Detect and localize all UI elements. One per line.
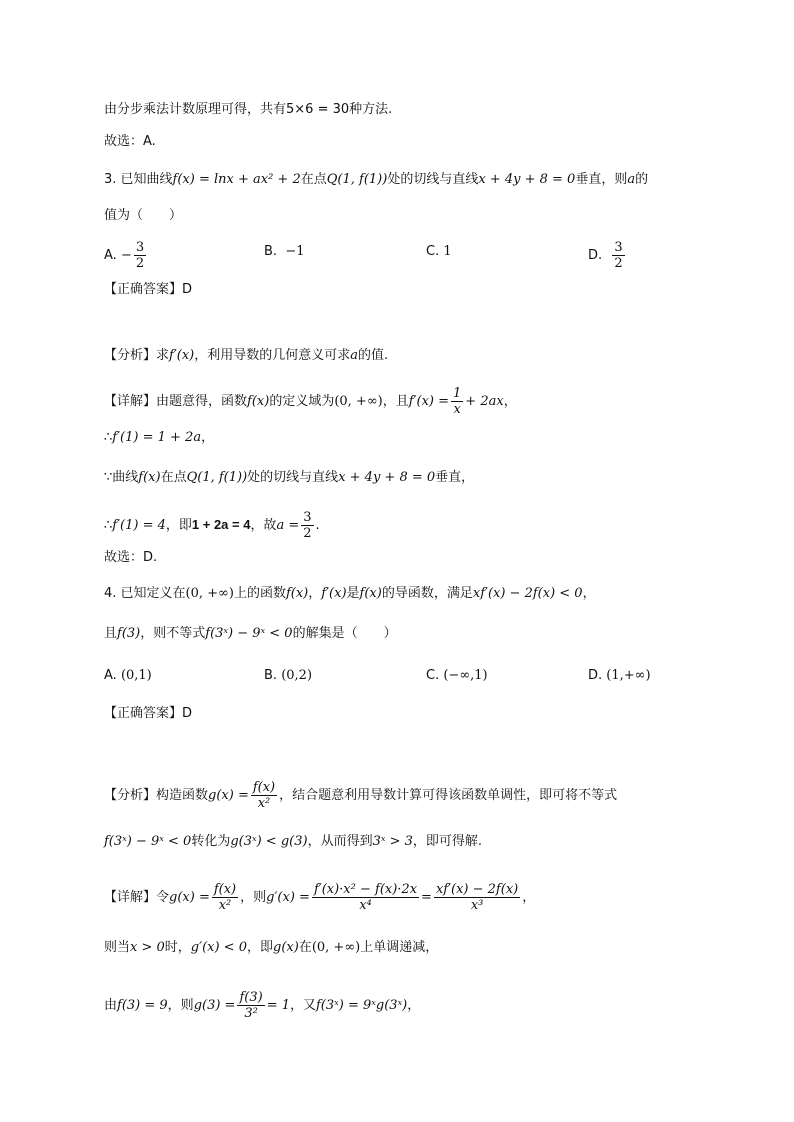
text: 在点 [160,470,187,485]
option-label: C. [426,244,440,259]
math: xf′(x) − 2f(x) < 0 [472,586,583,601]
text: 时， [164,940,191,955]
math: x > 0 [130,940,165,955]
option-label: D. [588,668,603,683]
math: g(3) = [193,998,236,1013]
math: Q(1, f(1)) [186,470,248,485]
analysis-line [104,780,617,811]
fraction [237,990,264,1021]
detail-line: 【详解】由题意得，函数f(x)的定义域为(0, +∞)，且f′(x) = $\frac{1}{x}$ + 2ax， [104,386,517,417]
fraction [212,882,238,913]
math: f′(x) = [408,394,450,409]
option-a [104,240,148,271]
math: g′(x) < 0 [190,940,247,955]
text: ，则不等式 [140,626,206,641]
text: 由分步乘法计数原理可得，共有5×6 = 30种方法. [104,102,393,117]
text: 在 [298,940,312,955]
option-b [264,666,312,686]
option-value: 1 [443,244,452,259]
math: + 2ax [465,394,504,409]
text: 【正确答案】D [104,706,193,721]
text: ，即 [165,518,192,533]
text: ∵曲线 [104,470,139,485]
numerator: f(x) [252,780,276,795]
option-d [588,240,627,271]
math: (0, +∞) [185,586,234,601]
numerator: 3 [614,240,623,255]
option-b [264,242,305,262]
math: f(x) = lnx + ax² + 2 [172,172,301,187]
math: f(x) [285,586,309,601]
text: ，从而得到 [307,834,373,849]
text: ，且 [382,394,409,409]
text: 【分析】构造函数 [104,788,209,803]
math: f(x) [247,394,270,409]
numerator: f(3) [239,990,263,1005]
option-label: A. [104,248,117,263]
text: 则当 [104,940,131,955]
text: ，则 [240,890,267,905]
math: Q(1, f(1)) [326,172,388,187]
math: f(3ˣ) − 9ˣ < 0 [205,626,293,641]
text: ，利用导数的几何意义可求 [194,348,351,363]
question-4: 4. 已知定义在(0, +∞)上的函数f(x)，f′(x)是f(x)的导函数，满足xf′(x) − 2f(x) < 0， [104,586,596,601]
numerator: f(x) [213,882,237,897]
math: = 1 [266,998,290,1013]
text: ，结合题意利用导数计算可得该函数单调性，即可将不等式 [279,788,618,803]
text: ，故 [250,518,277,533]
text-line [104,468,474,488]
math: f(3ˣ) = 9ˣg(3ˣ) [316,998,408,1013]
option-label: A. [104,668,117,683]
math: a = [276,518,300,533]
text: 故选：A. [104,134,156,149]
text: ， [407,998,421,1013]
text: ，即可得解. [412,834,483,849]
text: 垂直， [435,470,475,485]
text: 是 [346,586,360,601]
denominator: x² [218,898,232,913]
option-d [588,666,651,686]
math: f(3) = 9 [117,998,168,1013]
text: ，即 [246,940,273,955]
text: ，又 [289,998,316,1013]
option-a [104,666,152,686]
numerator: 1 [453,386,462,401]
math: f(3) [117,626,141,641]
fraction [312,882,419,913]
fraction [251,780,277,811]
numerator: 3 [303,510,312,525]
question-3 [104,170,648,190]
fraction [451,386,463,417]
text-line: ∴f′(1) = 1 + 2a， [104,430,215,445]
fraction [134,240,146,271]
option-label: C. [426,668,440,683]
text: 的导函数，满足 [381,586,473,601]
denominator: 3² [244,1006,258,1021]
text-line [104,548,157,568]
math: f′(x) [321,586,347,601]
denominator: x [453,402,461,417]
text: 【分析】求 [104,348,170,363]
fraction [301,510,313,541]
text-line [104,132,156,152]
text: 的解集是（ ） [292,626,397,641]
text: 转化为 [191,834,231,849]
text: 【详解】由题意得，函数 [104,394,248,409]
option-label: B. [264,668,278,683]
text: 处的切线与直线 [247,470,339,485]
text: 故选：D. [104,550,158,565]
text: 【正确答案】D [104,282,193,297]
math: f(3ˣ) − 9ˣ < 0 [104,834,192,849]
option-label: B. [264,244,278,259]
text: 的 [635,172,649,187]
text-line [104,206,182,226]
numerator: xf′(x) − 2f(x) [435,882,519,897]
math: f′(x) [169,348,195,363]
math: a [350,348,359,363]
text-line [104,832,482,852]
option-value: (0,2) [281,668,313,683]
text: 垂直，则 [575,172,628,187]
text: 4. 已知定义在 [104,586,186,601]
option-label: D. [588,248,603,263]
text-line: ∴f′(1) = 4，即1 + 2a = 4，故a = $\frac{3}{2}$ . [104,510,320,541]
math: g′(x) = [266,890,310,905]
text: ， [522,890,536,905]
text: 值为（ ） [104,208,183,223]
text: 的值. [358,348,389,363]
option-value: (1,+∞) [606,668,651,683]
fraction [434,882,520,913]
option-c [426,666,488,686]
text: 由 [104,998,118,1013]
text-line [104,990,420,1021]
text-line [104,624,397,644]
math: f′(1) = 4 [112,518,166,533]
math: g(3ˣ) < g(3) [230,834,308,849]
math: g(x) = [208,788,249,803]
numerator: 3 [135,240,145,255]
option-c [426,242,452,262]
analysis-line [104,346,388,366]
text: ∴ [104,430,113,445]
math: 3ˣ > 3 [372,834,413,849]
math: (0, +∞) [334,394,383,409]
text: 且 [104,626,118,641]
text: 处的切线与直线 [387,172,479,187]
math: x + 4y + 8 = 0 [478,172,576,187]
math: f(x) [138,470,161,485]
math: g(x) = [169,890,210,905]
fraction [612,240,624,271]
math: (0, +∞) [311,940,361,955]
denominator: 2 [614,256,623,271]
math: f′(1) = 1 + 2a [112,430,202,445]
math: f(x) [359,586,382,601]
text: 在点 [300,172,327,187]
answer-line [104,280,192,300]
denominator: x³ [470,898,484,913]
text: ， [308,586,322,601]
numerator: f′(x)·x² − f(x)·2x [313,882,418,897]
math: x + 4y + 8 = 0 [338,470,436,485]
math: g(x) [273,940,299,955]
denominator: 2 [135,256,145,271]
text: ，则 [167,998,194,1013]
text-line [104,938,438,958]
detail-line [104,882,535,913]
option-value: (0,1) [120,668,152,683]
math-bold: 1 + 2a = 4 [191,517,251,532]
denominator: 2 [303,526,312,541]
text: 上的函数 [233,586,286,601]
text: 3. 已知曲线 [104,172,173,187]
text-line [104,100,392,120]
answer-line [104,704,192,724]
text: 的定义域为 [269,394,335,409]
math: a [627,172,636,187]
text: ∴ [104,518,113,533]
option-value: (−∞,1) [443,668,488,683]
option-value: −1 [285,244,305,259]
math: − [120,248,132,263]
text: 上单调递减， [360,940,439,955]
denominator: x² [257,796,271,811]
math: = [421,890,432,905]
text: 【详解】令 [104,890,170,905]
denominator: x⁴ [359,898,372,913]
